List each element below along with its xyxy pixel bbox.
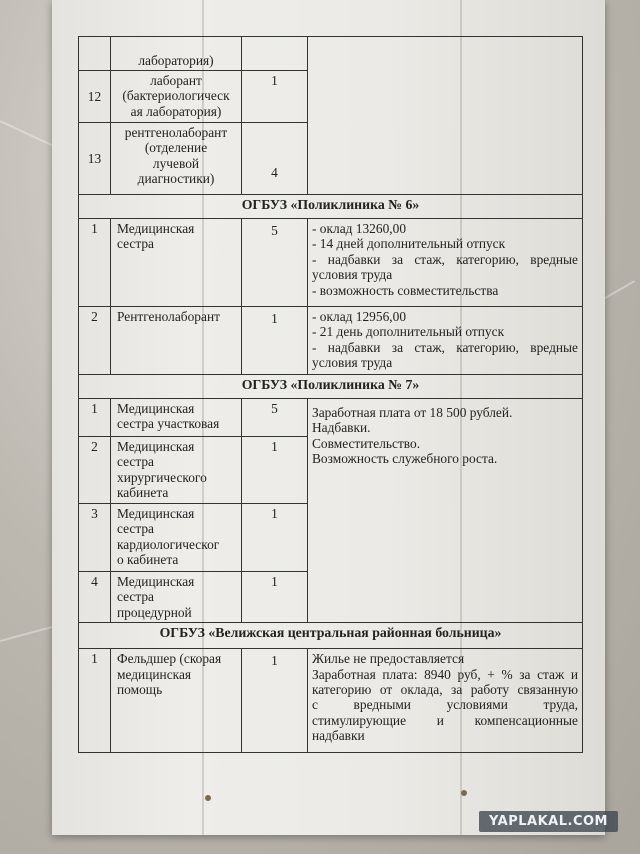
condition-line: - надбавки за стаж, категорию, вредные (312, 339, 578, 355)
condition-line: Надбавки. (312, 420, 371, 436)
count-cell: 1 (242, 307, 308, 375)
count-cell: 5 (242, 219, 308, 307)
section-title: ОГБУЗ «Велижская центральная районная больница» (79, 623, 583, 649)
count-cell: 1 (242, 649, 308, 753)
count-cell: 1 (242, 437, 308, 504)
condition-line: Заработная плата от 18 500 рублей. (312, 405, 513, 420)
position-cell: Медицинская сестра участковая (111, 399, 242, 437)
condition-line: категорию от оклада, за работу связанную (312, 682, 578, 698)
count-cell: 1 (242, 504, 308, 572)
row-number: 1 (79, 219, 111, 307)
row-number: 2 (79, 307, 111, 375)
table-row (79, 649, 583, 753)
condition-line: Жилье не предоставляется (312, 651, 465, 667)
position-cell: Медицинская сестра хирургического кабинета (111, 437, 242, 504)
conditions-cell (308, 649, 583, 753)
position-cell: Фельдшер (скорая медицинская помощь (111, 649, 242, 753)
position-cell: рентгенолаборант (отделение лучевой диагностики) (111, 123, 242, 195)
vacancy-table (78, 36, 583, 753)
table-row (79, 37, 583, 71)
count-cell: 4 (242, 123, 308, 195)
row-number: 13 (79, 123, 111, 195)
table-row (79, 307, 583, 375)
condition-line: с вредными условиями труда, (312, 697, 578, 713)
conditions-cell (308, 219, 583, 307)
condition-line: - 14 дней дополнительный отпуск (312, 236, 506, 252)
row-number (79, 37, 111, 71)
pin-mark (461, 790, 467, 796)
row-number: 3 (79, 504, 111, 572)
condition-line: надбавки (312, 728, 365, 744)
count-cell: 1 (242, 71, 308, 123)
marble-vein (0, 626, 53, 642)
condition-line: Заработная плата: 8940 руб, + % за стаж и (312, 666, 578, 682)
condition-line: условия труда (312, 355, 393, 371)
row-number: 12 (79, 71, 111, 123)
conditions-cell (308, 307, 583, 375)
position-cell: Медицинская сестра (111, 219, 242, 307)
row-number: 2 (79, 437, 111, 504)
conditions-cell (308, 399, 583, 623)
pin-mark (205, 795, 211, 801)
section-title: ОГБУЗ «Поликлиника № 7» (79, 375, 583, 399)
position-cell: Рентгенолаборант (111, 307, 242, 375)
count-cell: 5 (242, 399, 308, 437)
section-header-row (79, 375, 583, 399)
position-cell: лаборант (бактериологическ ая лаборатория) (111, 71, 242, 123)
marble-vein (0, 120, 55, 147)
row-number: 1 (79, 649, 111, 753)
conditions-cell (308, 37, 583, 195)
table-row (79, 399, 583, 437)
condition-line: Возможность служебного роста. (312, 451, 498, 467)
row-number: 4 (79, 572, 111, 623)
condition-line: Совместительство. (312, 435, 421, 451)
section-header-row (79, 623, 583, 649)
count-cell (242, 37, 308, 71)
condition-line: стимулирующие и компенсационные (312, 712, 578, 728)
row-number: 1 (79, 399, 111, 437)
section-header-row (79, 195, 583, 219)
count-cell: 1 (242, 572, 308, 623)
condition-line: - возможность совместительства (312, 282, 499, 298)
position-cell: лаборатория) (111, 37, 242, 71)
section-title: ОГБУЗ «Поликлиника № 6» (79, 195, 583, 219)
condition-line: - оклад 12956,00 (312, 309, 407, 324)
condition-line: - оклад 13260,00 (312, 221, 407, 236)
watermark-badge: YAPLAKAL.COM (479, 811, 618, 832)
condition-line: - надбавки за стаж, категорию, вредные (312, 251, 578, 267)
condition-line: - 21 день дополнительный отпуск (312, 324, 505, 340)
table-row (79, 219, 583, 307)
condition-line: условия труда (312, 267, 393, 283)
position-cell: Медицинская сестра кардиологическог о кабинета (111, 504, 242, 572)
position-cell: Медицинская сестра процедурной (111, 572, 242, 623)
